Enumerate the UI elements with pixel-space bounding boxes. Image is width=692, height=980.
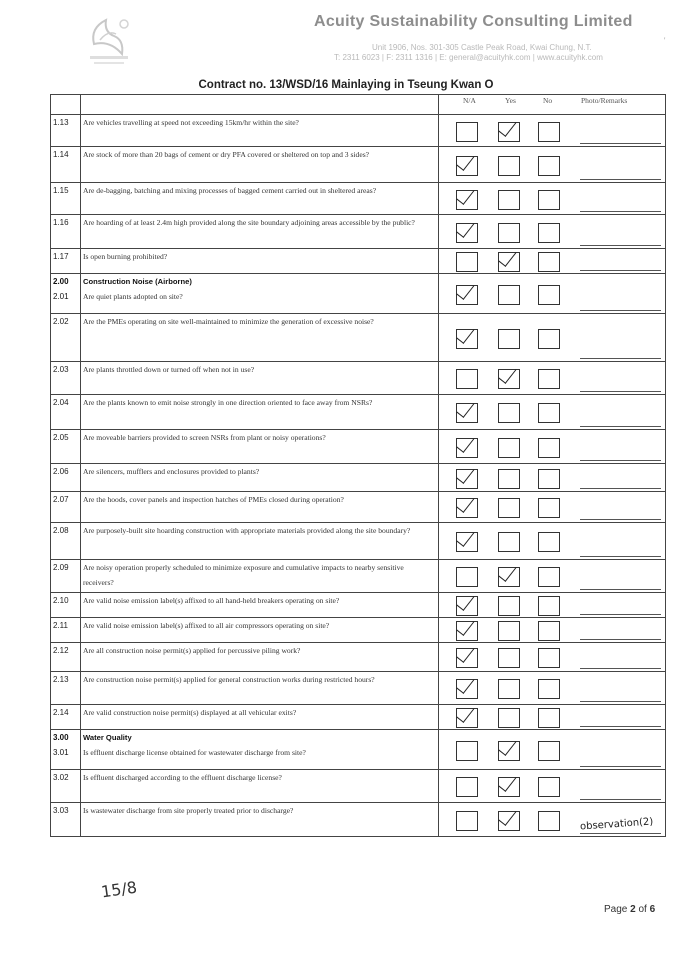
item-question: Are purposely-built site hoarding construction with appropriate materials provided along the site boundary? (81, 523, 439, 560)
item-number: 2.03 (51, 362, 81, 395)
checkbox-yes[interactable] (498, 252, 520, 272)
answer-cell (439, 147, 666, 183)
checkbox-na[interactable] (456, 621, 478, 641)
checkbox-na[interactable] (456, 648, 478, 668)
remarks-line[interactable] (580, 270, 661, 271)
checklist-row (51, 730, 666, 770)
remarks-line[interactable] (580, 589, 661, 590)
checklist-row (51, 395, 666, 430)
checkbox-no[interactable] (538, 498, 560, 518)
checkbox-yes[interactable] (498, 679, 520, 699)
item-question: Are de-bagging, batching and mixing processes of bagged cement carried out in sheltered areas? (81, 183, 439, 215)
remarks-line[interactable] (580, 245, 661, 246)
answer-cell (439, 803, 666, 837)
item-question-text: Are quiet plants adopted on site? (83, 292, 183, 301)
checkbox-no[interactable] (538, 285, 560, 305)
answer-cell (439, 464, 666, 492)
checkbox-yes[interactable] (498, 708, 520, 728)
checkbox-no[interactable] (538, 532, 560, 552)
checkbox-yes[interactable] (498, 469, 520, 489)
remarks-line[interactable] (580, 799, 661, 800)
page-number: Page 2 of 6 (604, 904, 656, 915)
answer-cell (439, 314, 666, 362)
item-question: Are valid construction noise permit(s) displayed at all vehicular exits? (81, 705, 439, 730)
column-yes: Yes (505, 96, 516, 105)
answer-cell (439, 274, 666, 314)
item-question: Are noisy operation properly scheduled to minimize exposure and cumulative impacts to nearby sensitive receivers? (81, 560, 439, 593)
checklist-row (51, 274, 666, 314)
item-number: 2.04 (51, 395, 81, 430)
checkbox-yes[interactable] (498, 329, 520, 349)
checkbox-no[interactable] (538, 469, 560, 489)
contract-title: Contract no. 13/WSD/16 Mainlaying in Tseung Kwan O (198, 79, 494, 91)
checkbox-na[interactable] (456, 567, 478, 587)
corner-mark: ' (664, 36, 666, 45)
remarks-line[interactable] (580, 460, 661, 461)
remarks-line[interactable] (580, 310, 661, 311)
handwritten-date: 15/8 (99, 877, 139, 902)
checkbox-na[interactable] (456, 329, 478, 349)
checkbox-na[interactable] (456, 438, 478, 458)
checklist-row (51, 147, 666, 183)
item-question-text: Is effluent discharge license obtained for wastewater discharge from site? (83, 748, 306, 757)
letterhead (0, 0, 692, 80)
item-question (81, 274, 439, 314)
answer-cell (439, 643, 666, 672)
item-number: 2.12 (51, 643, 81, 672)
header-question-cell (81, 95, 439, 115)
checklist-row (51, 492, 666, 523)
checkbox-no[interactable] (538, 777, 560, 797)
remarks-line[interactable] (580, 556, 661, 557)
item-question: Are silencers, mufflers and enclosures provided to plants? (81, 464, 439, 492)
remarks-line[interactable] (580, 211, 661, 212)
item-number: 2.10 (51, 593, 81, 618)
item-number: 1.17 (51, 249, 81, 274)
item-question: Are hoarding of at least 2.4m high provided along the site boundary adjoining areas accessible by the public? (81, 215, 439, 249)
checkbox-yes[interactable] (498, 438, 520, 458)
checkbox-yes[interactable] (498, 156, 520, 176)
item-number: 2.14 (51, 705, 81, 730)
checkbox-no[interactable] (538, 567, 560, 587)
checkbox-yes[interactable] (498, 403, 520, 423)
checkbox-no[interactable] (538, 122, 560, 142)
item-number: 1.16 (51, 215, 81, 249)
checkbox-yes[interactable] (498, 567, 520, 587)
item-number: 2.09 (51, 560, 81, 593)
item-question: Is effluent discharged according to the effluent discharge license? (81, 770, 439, 803)
answer-cell (439, 560, 666, 593)
checklist-row (51, 362, 666, 395)
item-number: 1.15 (51, 183, 81, 215)
column-no: No (543, 96, 553, 105)
checkbox-no[interactable] (538, 369, 560, 389)
checkbox-no[interactable] (538, 741, 560, 761)
checkbox-na[interactable] (456, 498, 478, 518)
remarks-line[interactable] (580, 766, 661, 767)
answer-cell (439, 492, 666, 523)
checkbox-no[interactable] (538, 596, 560, 616)
checkbox-no[interactable] (538, 156, 560, 176)
answer-cell (439, 523, 666, 560)
checkbox-na[interactable] (456, 532, 478, 552)
answer-cell (439, 362, 666, 395)
answer-cell (439, 430, 666, 464)
checklist-row (51, 430, 666, 464)
answer-cell (439, 183, 666, 215)
remarks-line[interactable] (580, 701, 661, 702)
checkbox-na[interactable] (456, 285, 478, 305)
item-question (81, 730, 439, 770)
checklist-row (51, 249, 666, 274)
answer-cell (439, 730, 666, 770)
company-address: Unit 1906, Nos. 301-305 Castle Peak Road, Kwai Chung, N.T. (372, 43, 592, 52)
checkbox-yes[interactable] (498, 369, 520, 389)
checklist-row (51, 314, 666, 362)
checklist-row (51, 618, 666, 643)
item-number: 2.07 (51, 492, 81, 523)
checkbox-yes[interactable] (498, 596, 520, 616)
checkbox-no[interactable] (538, 403, 560, 423)
handwritten-remark: observation(2) (579, 816, 654, 833)
company-logo-icon (80, 10, 140, 68)
checklist-row (51, 464, 666, 492)
remarks-line[interactable] (580, 358, 661, 359)
checklist-row (51, 215, 666, 249)
header-num-cell (51, 95, 81, 115)
item-question: Is open burning prohibited? (81, 249, 439, 274)
remarks-line[interactable] (580, 726, 661, 727)
checkbox-na[interactable] (456, 252, 478, 272)
checkbox-na[interactable] (456, 469, 478, 489)
checkbox-yes[interactable] (498, 777, 520, 797)
checkbox-yes[interactable] (498, 741, 520, 761)
section-number: 2.00 (53, 277, 69, 286)
checkbox-na[interactable] (456, 122, 478, 142)
checkbox-yes[interactable] (498, 122, 520, 142)
item-number (51, 730, 81, 770)
item-question: Are construction noise permit(s) applied for general construction works during restricted hours? (81, 672, 439, 705)
checkbox-no[interactable] (538, 190, 560, 210)
answer-cell (439, 395, 666, 430)
item-number: 2.06 (51, 464, 81, 492)
item-question: Are plants throttled down or turned off when not in use? (81, 362, 439, 395)
checkbox-no[interactable] (538, 329, 560, 349)
checklist-row (51, 770, 666, 803)
item-question: Are valid noise emission label(s) affixed to all air compressors operating on site? (81, 618, 439, 643)
checkbox-no[interactable] (538, 811, 560, 831)
checklist-row (51, 523, 666, 560)
checkbox-yes[interactable] (498, 285, 520, 305)
checkbox-na[interactable] (456, 156, 478, 176)
answer-cell (439, 705, 666, 730)
checkbox-yes[interactable] (498, 621, 520, 641)
checkbox-yes[interactable] (498, 498, 520, 518)
remarks-line[interactable] (580, 519, 661, 520)
section-number: 3.00 (53, 733, 69, 742)
section-title: Water Quality (83, 733, 132, 742)
item-number: 3.02 (51, 770, 81, 803)
checkbox-na[interactable] (456, 811, 478, 831)
answer-cell (439, 672, 666, 705)
item-number: 1.14 (51, 147, 81, 183)
item-question: Are the PMEs operating on site well-maintained to minimize the generation of excessive noise? (81, 314, 439, 362)
item-question: Are valid noise emission label(s) affixed to all hand-held breakers operating on site? (81, 593, 439, 618)
column-header-row (51, 95, 666, 115)
checkbox-na[interactable] (456, 596, 478, 616)
checklist-row (51, 593, 666, 618)
checklist-row (51, 115, 666, 147)
answer-cell (439, 249, 666, 274)
checkbox-na[interactable] (456, 741, 478, 761)
answer-cell (439, 115, 666, 147)
item-number: 2.08 (51, 523, 81, 560)
item-number: 1.13 (51, 115, 81, 147)
checkbox-na[interactable] (456, 777, 478, 797)
checkbox-na[interactable] (456, 190, 478, 210)
checkbox-na[interactable] (456, 679, 478, 699)
item-number (51, 274, 81, 314)
item-number: 2.02 (51, 314, 81, 362)
item-number: 2.01 (53, 292, 69, 301)
section-title: Construction Noise (Airborne) (83, 277, 192, 286)
item-question: Are the hoods, cover panels and inspection hatches of PMEs closed during operation? (81, 492, 439, 523)
checkbox-yes[interactable] (498, 532, 520, 552)
checkbox-no[interactable] (538, 621, 560, 641)
answer-cell (439, 770, 666, 803)
item-question: Are vehicles travelling at speed not exceeding 15km/hr within the site? (81, 115, 439, 147)
remarks-line[interactable] (580, 614, 661, 615)
checkbox-no[interactable] (538, 438, 560, 458)
checkbox-no[interactable] (538, 223, 560, 243)
item-question: Are stock of more than 20 bags of cement or dry PFA covered or sheltered on top and 3 sides? (81, 147, 439, 183)
checkbox-no[interactable] (538, 252, 560, 272)
checkbox-yes[interactable] (498, 811, 520, 831)
answer-cell (439, 215, 666, 249)
answer-cell (439, 593, 666, 618)
checkbox-no[interactable] (538, 708, 560, 728)
answer-cell (439, 618, 666, 643)
company-contact: T: 2311 6023 | F: 2311 1316 | E: general@acuityhk.com | www.acuityhk.com (334, 53, 603, 62)
item-number: 2.05 (51, 430, 81, 464)
item-question: Is wastewater discharge from site properly treated prior to discharge? (81, 803, 439, 837)
remarks-line[interactable] (580, 179, 661, 180)
checklist-row (51, 560, 666, 593)
remarks-line[interactable] (580, 488, 661, 489)
company-name: Acuity Sustainability Consulting Limited (314, 13, 633, 30)
remarks-line[interactable] (580, 391, 661, 392)
checklist-table (50, 94, 666, 837)
item-number: 3.01 (53, 748, 69, 757)
item-number: 3.03 (51, 803, 81, 837)
item-question: Are the plants known to emit noise strongly in one direction oriented to face away from NSRs? (81, 395, 439, 430)
checkbox-yes[interactable] (498, 648, 520, 668)
checkbox-na[interactable] (456, 708, 478, 728)
checkbox-na[interactable] (456, 369, 478, 389)
checklist-row (51, 803, 666, 837)
remarks-line[interactable] (580, 426, 661, 427)
checkbox-no[interactable] (538, 648, 560, 668)
item-number: 2.11 (51, 618, 81, 643)
checkbox-na[interactable] (456, 403, 478, 423)
remarks-line[interactable] (580, 668, 661, 669)
remarks-line[interactable] (580, 639, 661, 640)
checklist-row (51, 643, 666, 672)
checklist-row (51, 183, 666, 215)
column-photo-remarks: Photo/Remarks (581, 96, 628, 105)
checkbox-yes[interactable] (498, 223, 520, 243)
header-answer-cell (439, 95, 666, 115)
checklist-row (51, 705, 666, 730)
column-na: N/A (463, 96, 476, 105)
item-question: Are moveable barriers provided to screen NSRs from plant or noisy operations? (81, 430, 439, 464)
item-question: Are all construction noise permit(s) applied for percussive piling work? (81, 643, 439, 672)
checkbox-no[interactable] (538, 679, 560, 699)
remarks-line[interactable] (580, 143, 661, 144)
checkbox-na[interactable] (456, 223, 478, 243)
item-number: 2.13 (51, 672, 81, 705)
checklist-row (51, 672, 666, 705)
checkbox-yes[interactable] (498, 190, 520, 210)
